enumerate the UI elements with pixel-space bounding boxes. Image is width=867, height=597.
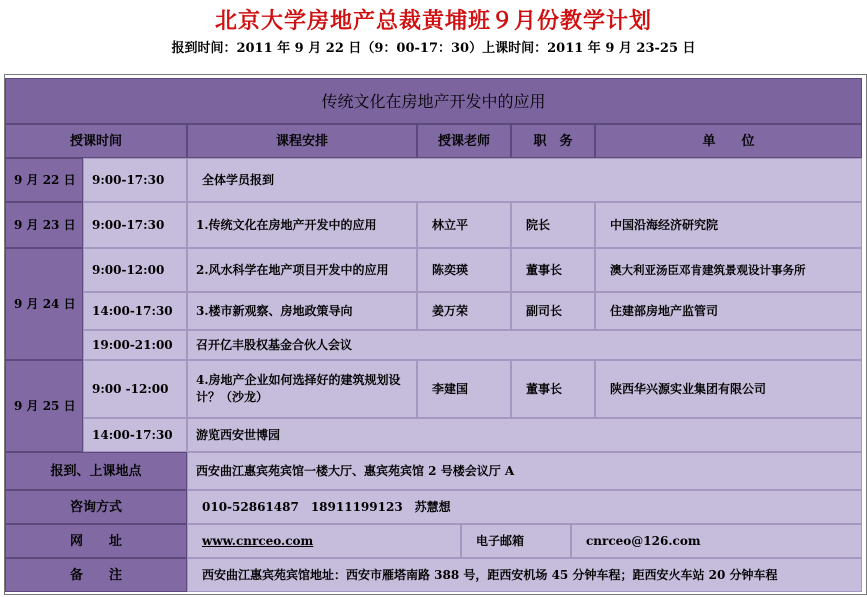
session-teacher: 陈奕瑛: [417, 248, 511, 292]
email-label: 电子邮箱: [461, 524, 571, 558]
venue-label: 报到、上课地点: [5, 452, 187, 490]
remark-label: 备 注: [5, 558, 187, 592]
session-teacher: 林立平: [417, 202, 511, 248]
session-course: 3.楼市新观察、房地政策导向: [187, 292, 417, 330]
session-time: 9:00-17:30: [83, 158, 187, 202]
session-position: 董事长: [511, 360, 595, 418]
session-course: 游览西安世博园: [187, 418, 862, 452]
date-cell: 9 月 25 日: [5, 360, 83, 452]
session-course: 召开亿丰股权基金合伙人会议: [187, 330, 862, 360]
website-label: 网 址: [5, 524, 187, 558]
date-cell: 9 月 22 日: [5, 158, 83, 202]
session-teacher: 姜万荣: [417, 292, 511, 330]
header-teacher: 授课老师: [417, 124, 511, 158]
session-time: 9:00 -12:00: [83, 360, 187, 418]
remark-value: 西安曲江惠宾苑宾馆地址：西安市雁塔南路 388 号，距西安机场 45 分钟车程；距西安火车站 20 分钟车程: [187, 558, 862, 592]
session-time: 9:00-17:30: [83, 202, 187, 248]
session-time: 14:00-17:30: [83, 418, 187, 452]
session-time: 14:00-17:30: [83, 292, 187, 330]
header-position: 职 务: [511, 124, 595, 158]
session-course: 2.风水科学在地产项目开发中的应用: [187, 248, 417, 292]
email-link[interactable]: cnrceo@126.com: [571, 524, 862, 558]
session-unit: 澳大利亚汤臣邓肯建筑景观设计事务所: [595, 248, 862, 292]
session-unit: 住建部房地产监管司: [595, 292, 862, 330]
session-position: 董事长: [511, 248, 595, 292]
header-unit: 单 位: [595, 124, 862, 158]
website-link[interactable]: www.cnrceo.com: [187, 524, 461, 558]
header-time: 授课时间: [5, 124, 187, 158]
venue-value: 西安曲江惠宾苑宾馆一楼大厅、惠宾苑宾馆 2 号楼会议厅 A: [187, 452, 862, 490]
schedule-subtitle: 报到时间：2011 年 9 月 22 日（9：00-17：30）上课时间：2011 年 9 月 23-25 日: [171, 41, 696, 56]
date-cell: 9 月 24 日: [5, 248, 83, 360]
session-course: 1.传统文化在房地产开发中的应用: [187, 202, 417, 248]
session-time: 9:00-12:00: [83, 248, 187, 292]
date-cell: 9 月 23 日: [5, 202, 83, 248]
session-course: 全体学员报到: [187, 158, 862, 202]
header-course: 课程安排: [187, 124, 417, 158]
session-position: 副司长: [511, 292, 595, 330]
page-title: 北京大学房地产总裁黄埔班９月份教学计划: [214, 8, 652, 34]
schedule-table: [4, 74, 867, 595]
session-time: 19:00-21:00: [83, 330, 187, 360]
session-teacher: 李建国: [417, 360, 511, 418]
consult-value: 010-52861487 18911199123 苏慧想: [187, 490, 862, 524]
consult-label: 咨询方式: [5, 490, 187, 524]
session-course: 4.房地产企业如何选择好的建筑规划设计？（沙龙）: [187, 360, 417, 418]
session-position: 院长: [511, 202, 595, 248]
session-unit: 中国沿海经济研究院: [595, 202, 862, 248]
table-banner: 传统文化在房地产开发中的应用: [5, 78, 862, 124]
session-unit: 陕西华兴源实业集团有限公司: [595, 360, 862, 418]
